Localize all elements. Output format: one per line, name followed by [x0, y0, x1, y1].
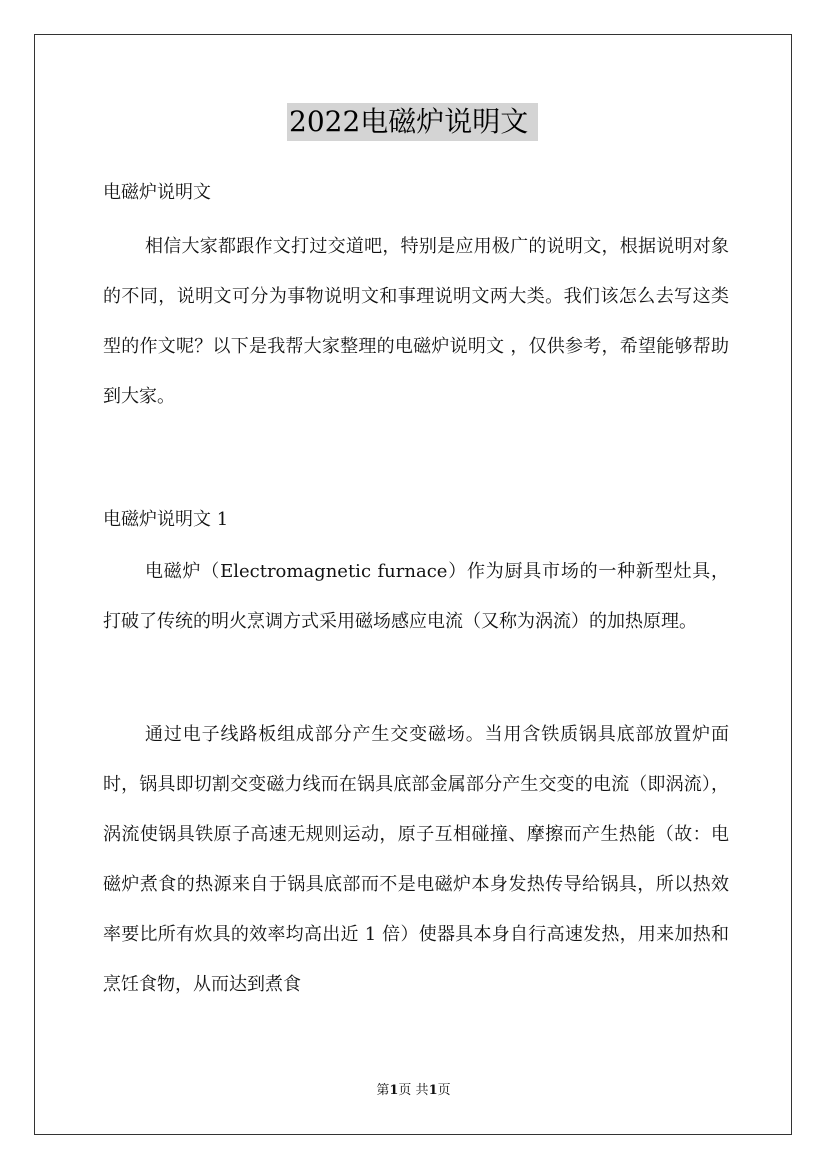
- footer-page-current: 1: [389, 1083, 399, 1098]
- section-1-paragraph-2: 通过电子线路板组成部分产生交变磁场。当用含铁质锅具底部放置炉面时，锅具即切割交变磁力线而在锅具底部金属部分产生交变的电流（即涡流），涡流使锅具铁原子高速无规则运动，原子互相碰撞、摩擦而产生热能（故：电磁炉煮食的热源来自于锅具底部而不是电磁炉本身发热传导给锅具，所以热效率要比所有炊具的效率均高出近 1 倍）使器具本身自行高速发热，用来加热和烹饪食物，从而达到煮食: [103, 724, 729, 995]
- footer-suffix: 页: [437, 1083, 451, 1098]
- intro-heading: 电磁炉说明文: [103, 182, 211, 203]
- page-number-footer: [0, 1082, 827, 1100]
- section-1-heading: 电磁炉说明文 1: [103, 509, 229, 530]
- section-1-paragraph-1: 电磁炉（Electromagnetic furnace）作为厨具市场的一种新型灶具，打破了传统的明火烹调方式采用磁场感应电流（又称为涡流）的加热原理。: [103, 561, 729, 632]
- document-title: 2022电磁炉说明文: [287, 103, 538, 141]
- footer-mid: 页 共: [398, 1083, 429, 1098]
- footer-prefix: 第: [376, 1083, 390, 1098]
- intro-paragraph: 相信大家都跟作文打过交道吧，特别是应用极广的说明文，根据说明对象的不同，说明文可分为事物说明文和事理说明文两大类。我们该怎么去写这类型的作文呢？以下是我帮大家整理的电磁炉说明文 ，仅供参考，希望能够帮助到大家。: [103, 236, 729, 407]
- footer-page-total: 1: [428, 1083, 438, 1098]
